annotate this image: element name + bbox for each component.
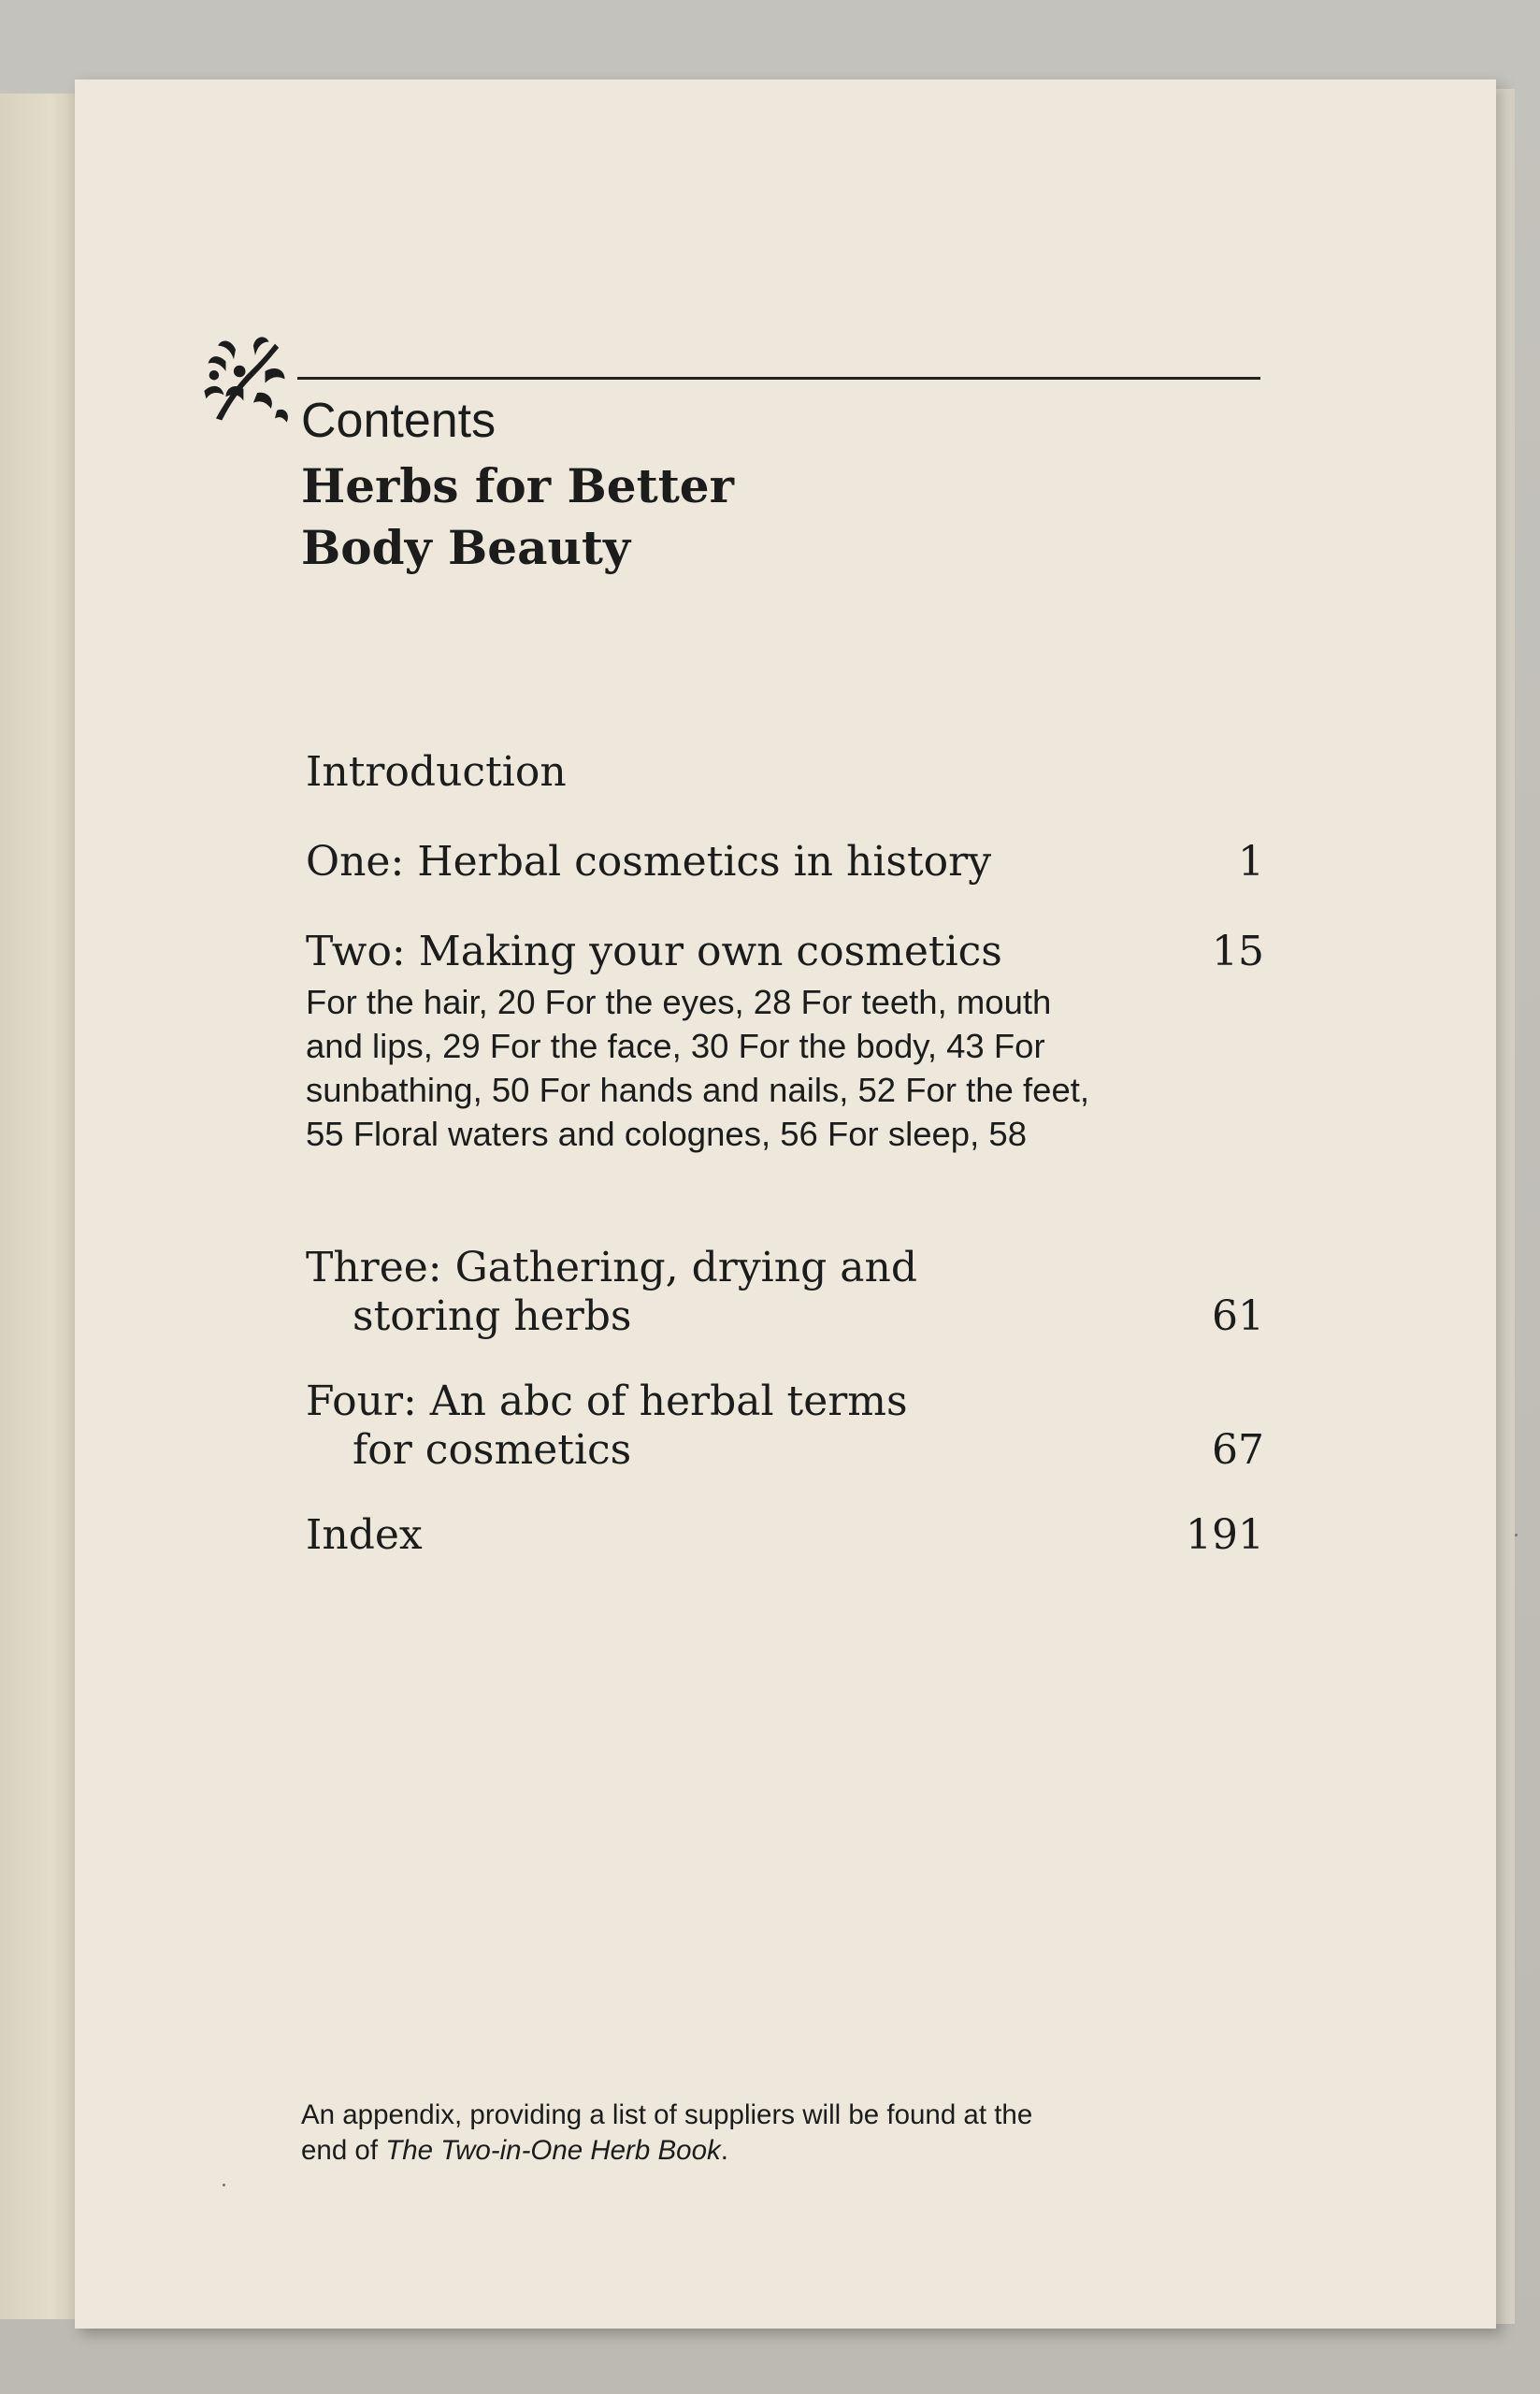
floral-ornament-icon	[196, 332, 295, 430]
toc-entry-label: Introduction	[306, 748, 567, 796]
toc-page-number: 15	[1212, 928, 1264, 975]
toc-entry-three[interactable]	[306, 1244, 1264, 1341]
toc-entry-introduction[interactable]	[306, 748, 1264, 797]
toc-entry-label-line-2: for cosmetics	[353, 1426, 632, 1474]
footnote-end: .	[720, 2135, 728, 2166]
scan-speck	[223, 2184, 225, 2186]
footnote-book-title: The Two-in-One Herb Book	[385, 2135, 721, 2166]
toc-page-number: 1	[1238, 838, 1264, 886]
toc-subtopics: For the hair, 20 For the eyes, 28 For teeth, mouth and lips, 29 For the face, 30 For the body, 43 For sunbathing, 50 For hands and nails, 52 For the feet, 55 Floral waters and colognes, 56 For sleep, 58	[306, 983, 1090, 1153]
header-rule	[297, 377, 1260, 380]
footnote-text: An appendix, providing a list of suppliers will be found at the end of	[301, 2099, 1033, 2166]
book-title	[301, 455, 956, 579]
toc-page-number: 67	[1212, 1426, 1264, 1474]
appendix-footnote	[301, 2098, 1077, 2169]
contents-heading: Contents	[301, 394, 497, 448]
toc-entry-one[interactable]	[306, 838, 1264, 887]
toc-entry-label-line-1: Three: Gathering, drying and	[306, 1244, 917, 1291]
toc-page-number: 61	[1212, 1292, 1264, 1340]
toc-entry-label: Index	[306, 1511, 423, 1559]
scan-speck	[1515, 1534, 1518, 1536]
toc-entry-two[interactable]	[306, 928, 1264, 1156]
toc-entry-four[interactable]	[306, 1377, 1264, 1475]
book-title-line-1: Herbs for Better	[301, 458, 734, 513]
toc-entry-label: Two: Making your own cosmetics	[306, 928, 1002, 975]
toc-entry-label-line-2: storing herbs	[353, 1292, 632, 1340]
facing-page-edge	[0, 94, 86, 2319]
toc-entry-label-line-1: Four: An abc of herbal terms	[306, 1377, 908, 1425]
toc-entry-label: One: Herbal cosmetics in history	[306, 838, 992, 886]
book-title-line-2: Body Beauty	[301, 520, 631, 575]
toc-page-number: 191	[1186, 1511, 1264, 1559]
page-stack-edge	[1494, 89, 1515, 2324]
toc-entry-index[interactable]	[306, 1511, 1264, 1560]
